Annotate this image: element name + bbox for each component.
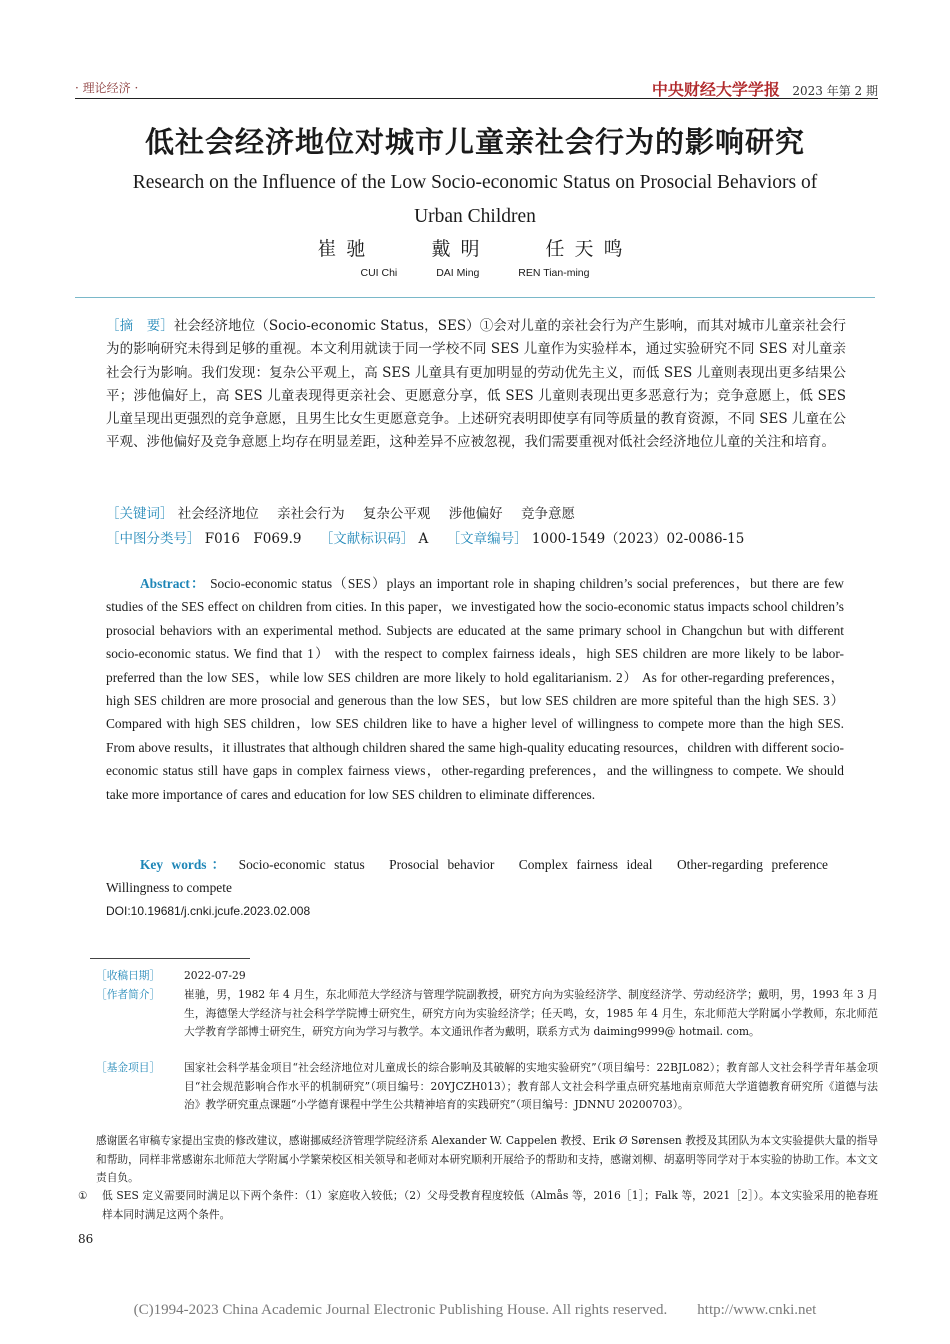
keyword-en: Complex fairness ideal	[518, 857, 653, 872]
keyword-en: Other-regarding preference	[677, 857, 828, 872]
authors-info-label: ［作者简介］	[96, 988, 161, 1001]
journal-header	[652, 77, 878, 100]
classification-line	[106, 527, 846, 547]
keywords-english	[106, 853, 844, 900]
author-zh: 任天鸣	[545, 238, 633, 260]
doc-code-label: ［文献标识码］	[319, 531, 415, 547]
author-en: REN Tian-ming	[518, 267, 590, 279]
section-label: · 理论经济 ·	[75, 81, 139, 95]
title-chinese: 低社会经济地位对城市儿童亲社会行为的影响研究	[144, 125, 805, 159]
article-number-label: ［文章编号］	[446, 531, 528, 547]
keyword-zh: 竞争意愿	[520, 506, 575, 522]
keyword-zh: 复杂公平观	[362, 506, 431, 522]
page-number: 86	[78, 1232, 94, 1246]
keyword-en: Willingness to compete	[106, 880, 232, 896]
abstract-divider	[75, 297, 875, 298]
keyword-en: Prosocial behavior	[389, 857, 495, 872]
fund-label: ［基金项目］	[96, 1061, 161, 1074]
footnote-1	[78, 1187, 878, 1224]
footnote-authors	[96, 986, 878, 1042]
received-label: ［收稿日期］	[96, 969, 161, 982]
keywords-en-label: Key words：	[140, 857, 231, 872]
journal-name: 中央财经大学学报	[651, 80, 780, 99]
keyword-en: Socio-economic status	[238, 857, 365, 872]
abstract-zh-label: ［摘 要］	[106, 318, 174, 334]
footnote-received	[96, 967, 878, 986]
doc-code-value: A	[418, 531, 429, 547]
fund-value: 国家社会科学基金项目“社会经济地位对儿童成长的综合影响及其破解的实地实验研究”（项目编号：22BJL082）；教育部人文社会科学青年基金项目“社会规范影响合作水平的机制研究”（项目编号：20YJCZH013）；教育部人文社会科学重点研究基地南京师范大学道德教育研究所《道德与法治》教学研究重点课题“小学德育课程中学生公共精神培育的实践研究”（项目编号：JDNNU 20200703）。	[184, 1061, 878, 1112]
keyword-zh: 亲社会行为	[277, 506, 345, 522]
abstract-english	[106, 572, 844, 806]
keyword-zh: 涉他偏好	[448, 506, 503, 522]
title-english: Research on the Influence of the Low Socio-economic Status on Prosocial Behaviors of Urban Children	[132, 172, 818, 227]
header-divider	[75, 98, 878, 99]
footnote-1-text: 低 SES 定义需要同时满足以下两个条件：（1）家庭收入较低；（2）父母受教育程度较低（Almås 等，2016［1］；Falk 等，2021［2］）。本文实验采用的艳春班样本同时满足这两个条件。	[102, 1189, 878, 1221]
keywords-zh-label: ［关键词］	[106, 506, 174, 522]
abstract-chinese	[106, 315, 846, 455]
author-en: CUI Chi	[360, 267, 398, 279]
footnote-mark: ①	[78, 1189, 88, 1202]
footnote-fund	[96, 1059, 878, 1115]
authors-english	[0, 267, 950, 279]
author-zh: 崔驰	[317, 238, 376, 260]
author-en: DAI Ming	[436, 267, 480, 279]
received-value: 2022-07-29	[184, 969, 246, 982]
authors-info-value: 崔驰，男，1982 年 4 月生，东北师范大学经济与管理学院副教授，研究方向为实验经济学、制度经济学、劳动经济学；戴明，男，1993 年 3 月生，海德堡大学经济与社会科学学院博士研究生，研究方向为实验经济学；任天鸣，女，1985 年 4 月生，东北师范大学附属小学教师，东北师范大学教育学部博士研究生，研究方向为学习与教学。本文通讯作者为戴明，联系方式为 daiming9999@ hotmail. com。	[184, 988, 878, 1039]
keywords-chinese	[106, 502, 846, 522]
acknowledgements: 感谢匿名审稿专家提出宝贵的修改建议，感谢挪威经济管理学院经济系 Alexander W. Cappelen 教授、Erik Ø Sørensen 教授及其团队为本文实验提供大量的指导和帮助，同样非常感谢东北师范大学附属小学繁荣校区相关领导和老师对本研究顺利开展给予的帮助和支持，感谢刘柳、胡嘉明等同学对于本实验的协助工作。本文文责自负。	[96, 1134, 878, 1185]
issue-label: 2023 年第 2 期	[792, 84, 878, 98]
author-zh: 戴明	[431, 238, 490, 260]
abstract-en-label: Abstract：	[140, 576, 206, 591]
footnote-divider	[90, 958, 250, 959]
keyword-zh: 社会经济地位	[177, 506, 259, 522]
doi[interactable]: DOI:10.19681/j.cnki.jcufe.2023.02.008	[106, 904, 311, 918]
clc-label: ［中图分类号］	[106, 531, 201, 547]
article-number-value: 1000-1549（2023）02-0086-15	[531, 531, 745, 547]
authors-chinese	[0, 234, 950, 261]
abstract-en-text: Socio-economic status（SES）plays an important role in shaping children’s social preferences，but there are few studies of the SES effect on children from cities. In this paper，we investigated how the socio-economic status impacts school children’s prosocial behaviors with an experimental method. Subjects are educated at the same primary school in Changchun but with different socio-economic status. We find that 1） with the respect to complex fairness ideals，high SES children are more likely to be labor-preferred than the low SES，while low SES children are more likely to hold egalitarianism. 2） As for other-regarding preferences，high SES children are more prosocial and generous than the low SES，but low SES children are more spiteful than the high SES. 3） Compared with high SES children，low SES children like to have a higher level of willingness to compete more than the high SES. From above results，it illustrates that although children shared the same high-quality educating resources，children with different socio-economic status still have gaps in complex fairness views，other-regarding preferences，and the willingness to compete. We should take more importance of cares and education for low SES children to eliminate differences.	[106, 576, 844, 802]
abstract-zh-text: 社会经济地位（Socio-economic Status，SES）①会对儿童的亲社会行为产生影响，而其对城市儿童亲社会行为的影响研究未得到足够的重视。本文利用就读于同一学校不同 SES 儿童作为实验样本，通过实验研究不同 SES 对儿童亲社会行为影响。我们发现：复杂公平观上，高 SES 儿童具有更加明显的劳动优先主义，而低 SES 儿童则表现出更多结果公平；涉他偏好上，高 SES 儿童表现得更亲社会、更愿意分享，低 SES 儿童则表现出更多恶意行为；竞争意愿上，低 SES 儿童呈现出更强烈的竞争意愿，且男生比女生更愿意竞争。上述研究表明即使享有同等质量的教育资源，不同 SES 儿童在公平观、涉他偏好及竞争意愿上均存在明显差距，这种差异不应被忽视，我们需要重视对低社会经济地位儿童的关注和培育。	[106, 318, 846, 451]
copyright-watermark: (C)1994-2023 China Academic Journal Electronic Publishing House. All rights reserved. http://www.cnki.net	[133, 1302, 817, 1318]
clc-value: F016 F069.9	[204, 531, 302, 547]
